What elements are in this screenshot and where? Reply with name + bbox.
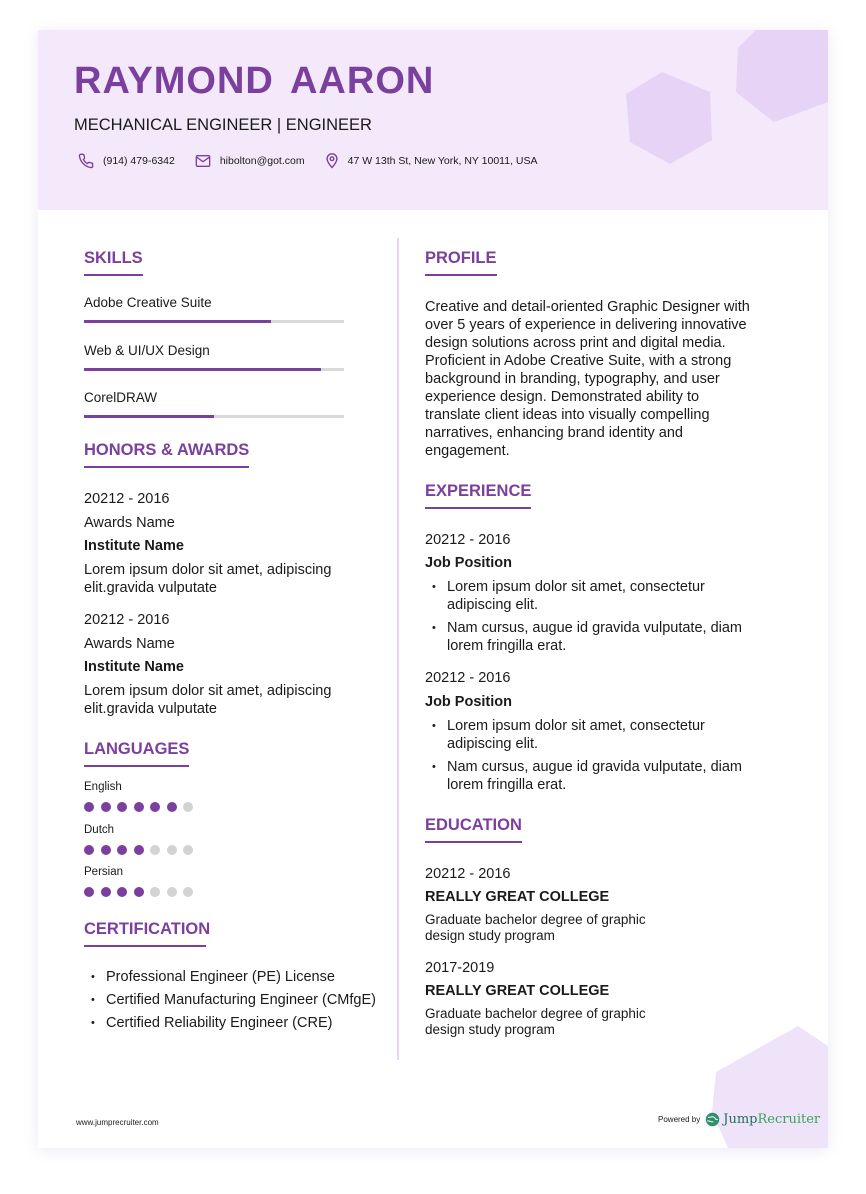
location-pin-icon (325, 152, 339, 169)
education-description: Graduate bachelor degree of graphic (425, 912, 646, 927)
education-years: 2017-2019 (425, 960, 495, 976)
language-rating (84, 887, 200, 897)
honor-years: 20212 - 2016 (84, 491, 170, 507)
education-college: REALLY GREAT COLLEGE (425, 889, 610, 905)
skill-bar-fill (84, 320, 271, 323)
honor-description: elit.gravida vulputate (84, 701, 217, 717)
languages-heading: LANGUAGES (84, 740, 189, 767)
email-address: hibolton@got.com (219, 154, 305, 167)
profile-line: experience design. Demonstrated ability to (425, 389, 700, 405)
brand-logo (723, 1112, 820, 1127)
contact-info (78, 152, 558, 169)
skills-heading: SKILLS (84, 249, 143, 276)
experience-heading: EXPERIENCE (425, 482, 531, 509)
honor-years: 20212 - 2016 (84, 612, 170, 628)
skill-label: Web & UI/UX Design (84, 343, 210, 358)
contact-address (325, 152, 538, 169)
honor-description: elit.gravida vulputate (84, 580, 217, 596)
rating-dot-filled (101, 887, 111, 897)
honor-award-name: Awards Name (84, 515, 175, 531)
experience-bullets (425, 717, 815, 794)
profile-heading: PROFILE (425, 249, 497, 276)
profile-line: design solutions across print and digital media. (425, 335, 726, 351)
rating-dot-filled (117, 887, 127, 897)
rating-dot-filled (150, 802, 160, 812)
education-heading: EDUCATION (425, 816, 522, 843)
rating-dot-filled (101, 845, 111, 855)
rating-dot-filled (134, 802, 144, 812)
language-name: Dutch (84, 824, 115, 836)
column-divider (397, 238, 399, 1060)
hexagon-decoration (710, 1026, 828, 1148)
language-rating (84, 802, 200, 812)
brand-logo-part: Jump (723, 1112, 758, 1127)
skill-bar-fill (84, 415, 214, 418)
hexagon-decoration (624, 70, 716, 166)
rating-dot-filled (134, 887, 144, 897)
rating-dot-filled (117, 802, 127, 812)
job-title: MECHANICAL ENGINEER | ENGINEER (74, 116, 372, 134)
certification-list (84, 968, 384, 1032)
resume-page (38, 30, 828, 1148)
honor-institute: Institute Name (84, 538, 184, 554)
rating-dot-empty (150, 845, 160, 855)
certification-item: • Professional Engineer (PE) License (84, 968, 384, 986)
experience-position: Job Position (425, 555, 512, 571)
skill-bar (84, 320, 344, 323)
profile-line: translate client ideas into visually compelling (425, 407, 710, 423)
experience-position: Job Position (425, 694, 512, 710)
honor-award-name: Awards Name (84, 636, 175, 652)
bullet-line: adipiscing elit. (447, 597, 539, 613)
honor-description: Lorem ipsum dolor sit amet, adipiscing (84, 562, 332, 578)
profile-text (425, 298, 815, 460)
profile-line: Creative and detail-oriented Graphic Designer with (425, 299, 750, 315)
rating-dot-filled (117, 845, 127, 855)
rating-dot-empty (183, 845, 193, 855)
hexagon-decoration (734, 30, 828, 122)
language-name: Persian (84, 866, 123, 878)
footer-website[interactable]: www.jumprecruiter.com (76, 1118, 159, 1127)
skill-bar (84, 368, 344, 371)
rating-dot-filled (84, 845, 94, 855)
education-years: 20212 - 2016 (425, 866, 511, 882)
rating-dot-filled (84, 887, 94, 897)
rating-dot-empty (150, 887, 160, 897)
education-description: Graduate bachelor degree of graphic (425, 1006, 646, 1021)
skill-label: Adobe Creative Suite (84, 295, 212, 310)
bullet-line: • Lorem ipsum dolor sit amet, consectetur (447, 579, 705, 595)
rating-dot-filled (84, 802, 94, 812)
skill-bar (84, 415, 344, 418)
education-description: design study program (425, 928, 555, 943)
rating-dot-empty (183, 802, 193, 812)
globe-logo-icon (705, 1112, 720, 1127)
bullet-line: lorem fringilla erat. (447, 777, 567, 793)
resume-header (38, 30, 828, 210)
experience-bullet (425, 758, 815, 794)
experience-bullet (425, 578, 815, 614)
profile-line: Proficient in Adobe Creative Suite, with a strong (425, 353, 732, 369)
brand-logo-part: Recruiter (757, 1112, 821, 1127)
rating-dot-filled (134, 845, 144, 855)
education-college: REALLY GREAT COLLEGE (425, 983, 610, 999)
rating-dot-empty (167, 887, 177, 897)
bullet-line: • Lorem ipsum dolor sit amet, consectetur (447, 718, 705, 734)
certification-item: • Certified Reliability Engineer (CRE) (84, 1014, 384, 1032)
profile-line: background in branding, typography, and user (425, 371, 720, 387)
bullet-line: • Nam cursus, augue id gravida vulputate, diam (447, 620, 742, 636)
certification-heading: CERTIFICATION (84, 920, 206, 947)
experience-bullet (425, 717, 815, 753)
rating-dot-filled (101, 802, 111, 812)
contact-phone (78, 153, 175, 169)
experience-bullets (425, 578, 815, 655)
experience-bullet (425, 619, 815, 655)
profile-line: engagement. (425, 443, 510, 459)
honor-description: Lorem ipsum dolor sit amet, adipiscing (84, 683, 332, 699)
experience-years: 20212 - 2016 (425, 670, 511, 686)
education-description: design study program (425, 1022, 555, 1037)
bullet-line: adipiscing elit. (447, 736, 539, 752)
profile-line: narratives, enhancing brand identity and (425, 425, 683, 441)
language-rating (84, 845, 200, 855)
powered-by (658, 1112, 820, 1127)
rating-dot-empty (183, 887, 193, 897)
language-name: English (84, 781, 122, 793)
experience-years: 20212 - 2016 (425, 532, 511, 548)
candidate-name: RAYMOND AARON (74, 60, 435, 102)
powered-by-label: Powered by (658, 1115, 701, 1124)
rating-dot-filled (167, 802, 177, 812)
honor-institute: Institute Name (84, 659, 184, 675)
rating-dot-empty (167, 845, 177, 855)
address-text: 47 W 13th St, New York, NY 10011, USA (347, 154, 538, 167)
profile-line: over 5 years of experience in delivering innovative (425, 317, 747, 333)
bullet-line: • Nam cursus, augue id gravida vulputate, diam (447, 759, 742, 775)
certification-item: • Certified Manufacturing Engineer (CMfgE) (84, 991, 384, 1009)
skill-label: CorelDRAW (84, 390, 158, 405)
phone-icon (78, 153, 94, 169)
bullet-line: lorem fringilla erat. (447, 638, 567, 654)
contact-email (195, 154, 305, 168)
mail-icon (195, 154, 211, 168)
skill-bar-fill (84, 368, 321, 371)
honors-heading: HONORS & AWARDS (84, 441, 249, 468)
phone-number: (914) 479-6342 (103, 154, 175, 167)
